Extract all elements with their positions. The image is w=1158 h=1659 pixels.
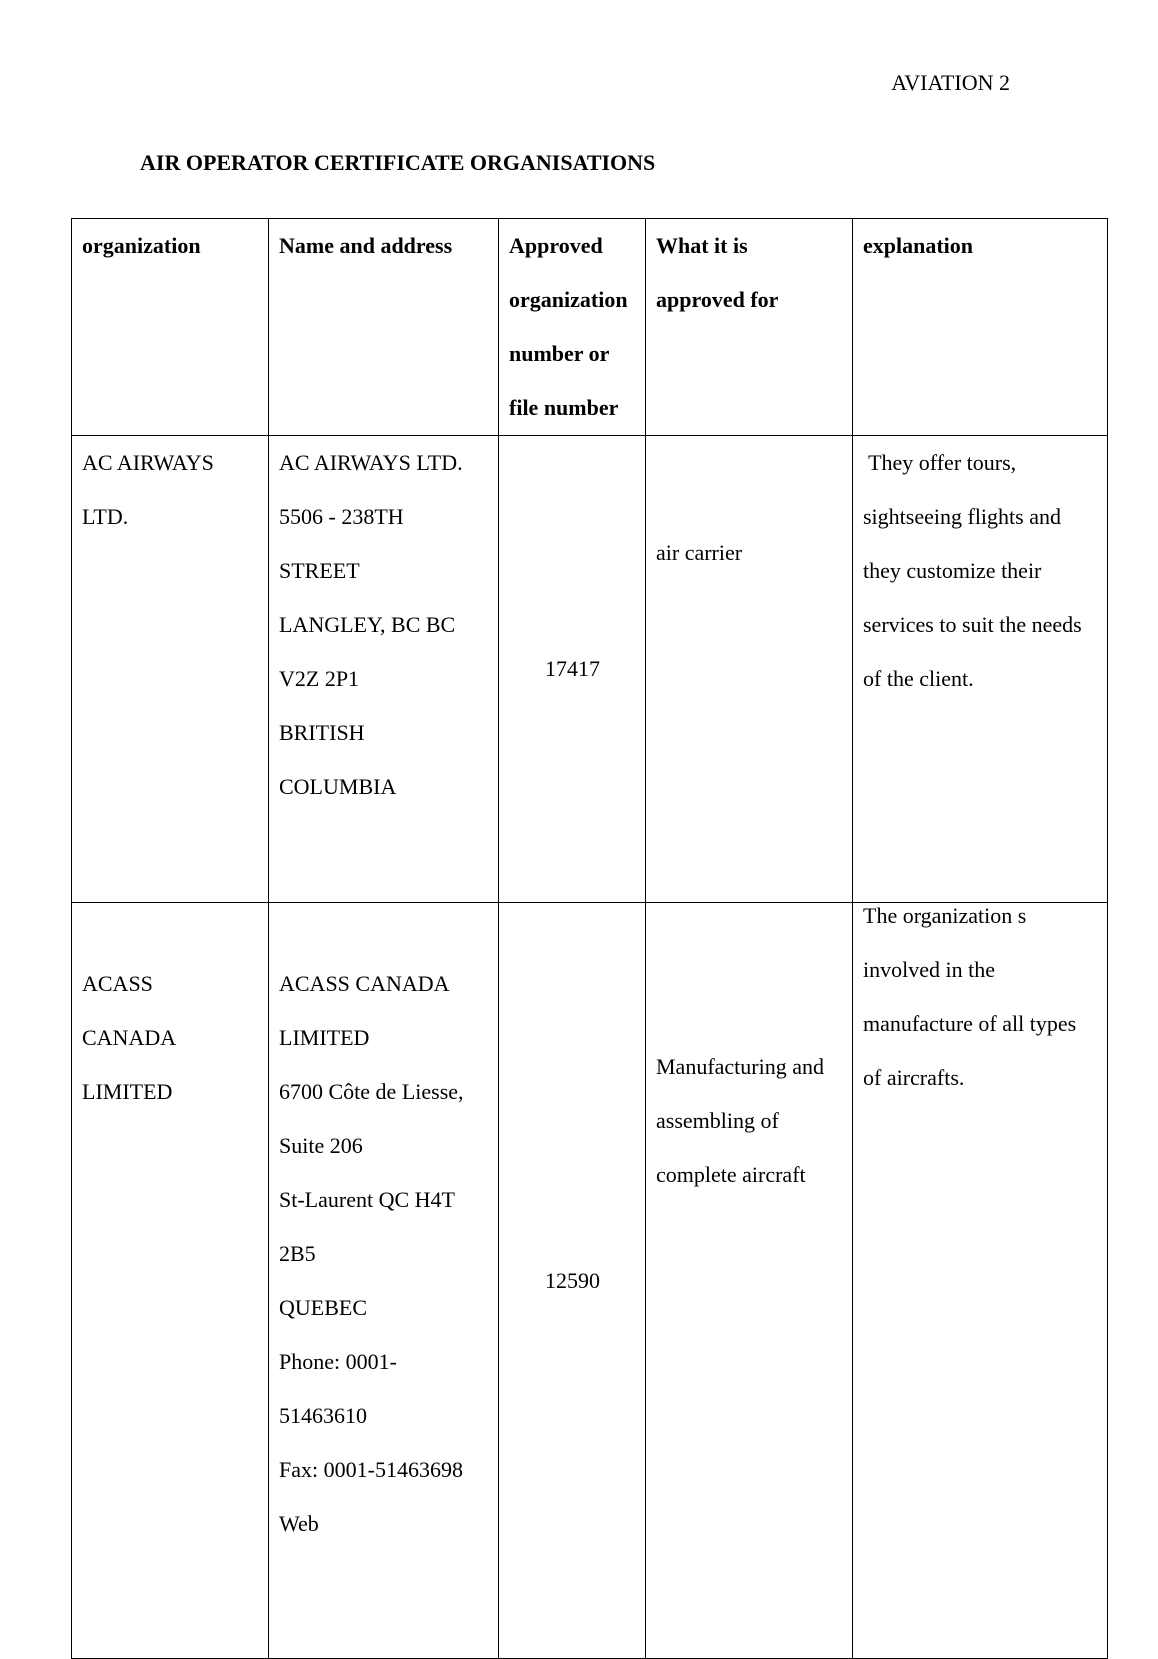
cell-organization: ACASS CANADA LIMITED: [72, 903, 269, 1659]
table-row: [72, 436, 1108, 903]
cell-approved-number: 17417: [499, 436, 646, 903]
certificate-table: [71, 218, 1108, 1659]
cell-approved-for: Manufacturing and assembling of complete aircraft: [646, 903, 853, 1659]
cell-approved-for: air carrier: [646, 436, 853, 903]
table-header-row: [72, 219, 1108, 436]
header-organization: organization: [72, 219, 269, 436]
cell-explanation: They offer tours, sightseeing flights and they customize their services to suit the needs of the client.: [853, 436, 1108, 903]
header-approved-number: Approved organization number or file number: [499, 219, 646, 436]
running-head: AVIATION 2: [891, 70, 1010, 95]
cell-approved-number: 12590: [499, 903, 646, 1659]
cell-explanation: The organization s involved in the manufacture of all types of aircrafts.: [853, 903, 1108, 1659]
cell-name-address: AC AIRWAYS LTD. 5506 - 238TH STREET LANGLEY, BC BC V2Z 2P1 BRITISH COLUMBIA: [269, 436, 499, 903]
header-explanation: explanation: [853, 219, 1108, 436]
document-title: AIR OPERATOR CERTIFICATE ORGANISATIONS: [140, 150, 656, 175]
cell-name-address: ACASS CANADA LIMITED 6700 Côte de Liesse, Suite 206 St-Laurent QC H4T 2B5 QUEBEC Phone: 0001- 51463610 Fax: 0001-51463698 Web: [269, 903, 499, 1659]
table-row: [72, 903, 1108, 1659]
header-name-and-address: Name and address: [269, 219, 499, 436]
cell-organization: AC AIRWAYS LTD.: [72, 436, 269, 903]
header-approved-for: What it is approved for: [646, 219, 853, 436]
